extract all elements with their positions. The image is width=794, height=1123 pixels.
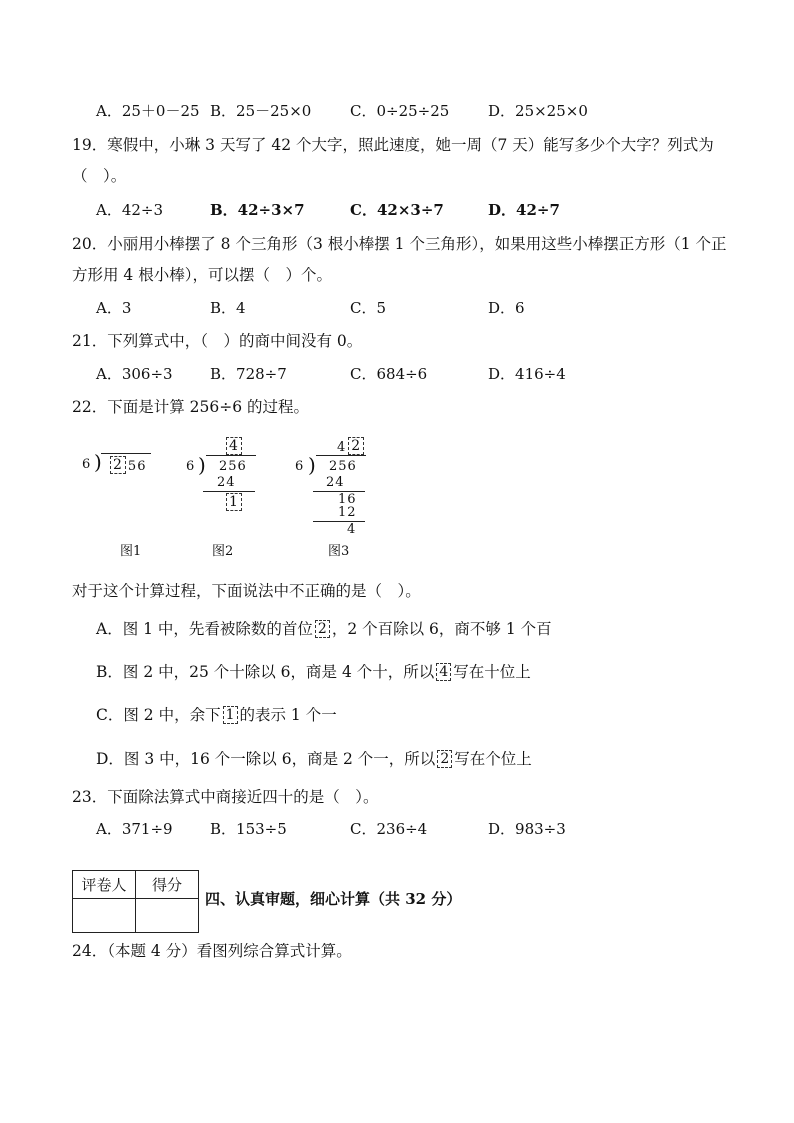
q22-option-b [96,661,531,683]
q20-option-b: B．4 [210,299,246,317]
fig1-dividend [108,456,146,474]
fig1-boxed-digit: 2 [110,456,126,474]
q19-option-b: B．42÷3×7 [210,201,305,219]
fig3-subtrahend-1: 24 [326,475,345,490]
fig3-bracket: ) [308,453,316,477]
q23-option-b: B．153÷5 [210,820,287,838]
fig3-subtrahend-2: 12 [338,505,357,520]
reviewer-cell[interactable] [73,899,136,933]
q19-option-c: C．42×3÷7 [350,201,444,219]
q23-option-a: A．371÷9 [96,820,173,838]
q22-a-post: ，2 个百除以 6，商不够 1 个百 [331,620,552,638]
q22-b-post: 写在十位上 [453,663,531,681]
fig3-caption: 图3 [328,544,350,559]
q19-text-line2: （ ）。 [72,167,127,185]
fig2-quotient [224,437,244,455]
q22-text: 22．下面是计算 256÷6 的过程。 [72,398,310,416]
fig2-bar [206,455,256,456]
q21-option-b: B．728÷7 [210,365,287,383]
fig1-caption: 图1 [120,544,142,559]
q20-text-line1: 20．小丽用小棒摆了 8 个三角形（3 根小棒摆 1 个三角形），如果用这些小棒摆正方形（1 个正 [72,235,727,253]
q18-option-b: B．25－25×0 [210,102,312,120]
fig2-divisor: 6 [186,459,196,474]
section-4-title: 四、认真审题，细心计算（共 32 分） [205,890,462,908]
reviewer-header: 评卷人 [73,871,136,899]
fig3-partial: 16 [338,492,357,507]
fig2-remainder [224,493,244,511]
q22-c-pre: C．图 2 中，余下 [96,706,221,724]
q18-option-a: A．25＋0－25 [96,102,200,120]
fig2-dividend: 256 [219,459,247,474]
q22-option-c [96,704,337,726]
fig3-divisor: 6 [295,459,305,474]
q22-d-box: 2 [437,750,452,768]
q22-c-post: 的表示 1 个一 [239,706,337,724]
q19-text-line1: 19．寒假中，小琳 3 天写了 42 个大字，照此速度，她一周（7 天）能写多少个大字？列式为 [72,136,714,154]
fig3-remainder: 4 [347,522,357,537]
q22-b-box: 4 [436,663,451,681]
fig2-sub-line [203,491,255,492]
q19-option-a: A．42÷3 [96,201,164,219]
q22-b-pre: B．图 2 中，25 个十除以 6，商是 4 个十，所以 [96,663,435,681]
fig2-caption: 图2 [212,544,234,559]
q23-option-d: D．983÷3 [488,820,566,838]
score-cell[interactable] [136,899,199,933]
q23-text: 23．下面除法算式中商接近四十的是（ ）。 [72,788,379,806]
fig2-quotient-box: 4 [226,437,242,455]
score-table [72,870,199,933]
fig2-bracket: ) [198,453,206,477]
score-header: 得分 [136,871,199,899]
fig1-bracket: ) [94,450,102,474]
q20-option-a: A．3 [96,299,132,317]
q21-option-a: A．306÷3 [96,365,173,383]
q21-option-c: C．684÷6 [350,365,428,383]
q22-option-d [96,748,532,770]
q22-d-pre: D．图 3 中，16 个一除以 6，商是 2 个一，所以 [96,750,436,768]
q22-prompt: 对于这个计算过程，下面说法中不正确的是（ ）。 [72,582,421,600]
fig3-bar [316,455,366,456]
q22-c-box: 1 [223,706,238,724]
q18-option-d: D．25×25×0 [488,102,588,120]
q22-a-box: 2 [315,620,330,638]
fig3-q2-box: 2 [348,437,364,455]
q20-option-c: C．5 [350,299,387,317]
q22-d-post: 写在个位上 [454,750,532,768]
q18-option-c: C．0÷25÷25 [350,102,450,120]
q21-option-d: D．416÷4 [488,365,566,383]
q19-option-d: D．42÷7 [488,201,560,219]
fig1-bar [101,453,151,454]
q22-a-pre: A．图 1 中，先看被除数的首位 [96,620,313,638]
q20-text-line2: 方形用 4 根小棒），可以摆（ ）个。 [72,266,332,284]
fig1-divisor: 6 [82,457,92,472]
fig1-rest-digits: 56 [127,459,147,474]
fig2-subtrahend: 24 [217,475,236,490]
q23-option-c: C．236÷4 [350,820,428,838]
fig2-remainder-box: 1 [226,493,242,511]
q21-text: 21．下列算式中，（ ）的商中间没有 0。 [72,332,363,350]
fig3-q1: 4 [337,440,347,455]
fig3-sub-line-2 [313,521,365,522]
q20-option-d: D．6 [488,299,525,317]
fig3-dividend: 256 [329,459,357,474]
fig3-quotient [337,437,366,455]
q24-text: 24．（本题 4 分）看图列综合算式计算。 [72,942,352,960]
q22-option-a [96,618,552,640]
